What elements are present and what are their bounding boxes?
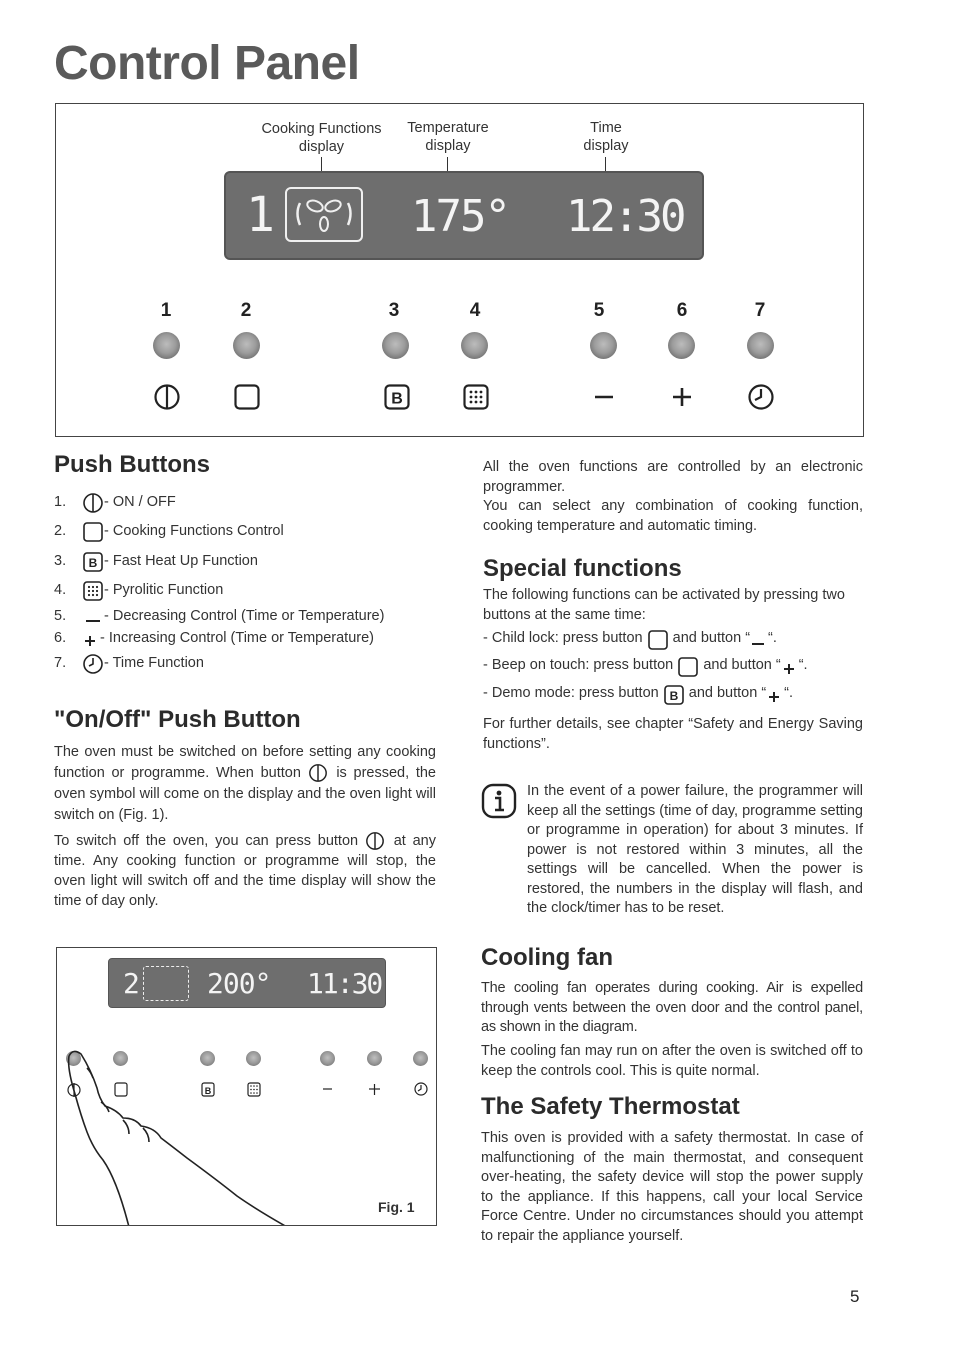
list-item: [54, 551, 258, 571]
list-text: - ON / OFF: [104, 494, 176, 510]
special-text: and button “: [688, 685, 767, 702]
special-text: and button “: [672, 630, 751, 647]
button-number: 3: [388, 300, 400, 321]
special-further: For further details, see chapter “Safety and Energy Saving functions”.: [483, 716, 863, 752]
b-icon: [382, 382, 412, 412]
function-number-readout: 2: [123, 967, 140, 1000]
list-number: 7.: [54, 655, 67, 671]
on-off-paragraph-1: [54, 742, 436, 826]
child-lock-line: [483, 629, 863, 649]
increase-button[interactable]: [668, 332, 695, 359]
temperature-display-label: Temperature display: [407, 120, 489, 154]
list-text: - Fast Heat Up Function: [104, 553, 258, 569]
special-intro: The following functions can be activated by pressing two buttons at the same time:: [483, 587, 845, 623]
list-text: - Pyrolitic Function: [104, 582, 224, 598]
plus-icon: [82, 628, 98, 648]
b-icon: [82, 551, 102, 571]
list-item: [54, 653, 204, 673]
on-off-text: To switch off the oven, you can press button: [54, 833, 359, 849]
grid-icon: [461, 382, 491, 412]
special-text: - Child lock: press button: [483, 630, 643, 647]
list-item: [54, 628, 374, 648]
cooking-functions-button[interactable]: [233, 332, 260, 359]
page-title: Control Panel: [54, 37, 360, 90]
cooling-paragraph-2: The cooling fan may run on after the oven is switched off to keep the controls cool. This is quite normal.: [481, 1043, 863, 1079]
plus-icon: [667, 382, 697, 412]
on-off-text: The oven must be switched on before setting any cooking function or programme. When button: [54, 744, 436, 781]
on-off-text: is pressed, the oven symbol will come on the display and the oven light will switch on (Fig. 1).: [54, 765, 436, 823]
button-number: 4: [469, 300, 481, 321]
list-item: [54, 580, 223, 600]
temperature-readout: 175°: [411, 191, 509, 242]
list-text: - Time Function: [104, 655, 204, 671]
info-icon: [481, 783, 517, 819]
special-text: - Demo mode: press button: [483, 685, 659, 702]
button-number: 7: [754, 300, 766, 321]
temperature-readout: 200°: [207, 967, 271, 1000]
svg-text:B: B: [391, 390, 403, 408]
svg-text:B: B: [88, 556, 98, 570]
thermostat-paragraph: This oven is provided with a safety thermostat. In case of malfunctioning of the main thermostat, and consequent over-heating, the safety device will stop the power supply to the appliance. If this happens, call your local Service Force Centre. Under no circumstances should you attempt to repair the appliance yourself.: [481, 1130, 863, 1244]
control-panel-diagram: [55, 103, 864, 437]
special-text: and button “: [703, 657, 781, 674]
figure-1: [56, 947, 437, 1226]
on-off-paragraph-2: [54, 831, 436, 911]
list-number: 2.: [54, 523, 67, 539]
time-display-label: Time display: [583, 120, 629, 154]
clock-icon: [746, 382, 776, 412]
button-number: 6: [676, 300, 688, 321]
power-icon: [152, 382, 182, 412]
list-text: - Cooking Functions Control: [104, 523, 284, 539]
hand-illustration: [69, 1051, 287, 1226]
safety-thermostat-heading: The Safety Thermostat: [481, 1093, 740, 1120]
minus-icon: [589, 382, 619, 412]
button-number: 5: [593, 300, 605, 321]
on-off-button[interactable]: [153, 332, 180, 359]
on-off-text: at any time. Any cooking function or programme will stop, the oven light will switch off and the time display will show the time of day only.: [54, 833, 436, 910]
list-text: - Increasing Control (Time or Temperature): [100, 630, 374, 646]
svg-text:B: B: [204, 1086, 212, 1096]
power-icon: [82, 492, 102, 512]
list-item: [54, 521, 284, 541]
special-text: “.: [768, 630, 777, 647]
power-icon: [308, 763, 328, 783]
beep-line: [483, 656, 863, 676]
plus-icon: [766, 684, 782, 704]
minus-icon: [82, 606, 102, 626]
demo-line: [483, 684, 863, 704]
svg-text:B: B: [669, 689, 679, 703]
pyrolitic-button[interactable]: [461, 332, 488, 359]
special-text: “.: [798, 657, 808, 674]
special-text: “.: [784, 685, 794, 702]
square-icon: [82, 521, 102, 541]
grid-icon: [82, 580, 102, 600]
list-number: 5.: [54, 608, 67, 624]
button-number: 1: [160, 300, 172, 321]
time-readout: 12:30: [566, 191, 684, 242]
square-icon: [232, 382, 262, 412]
special-text: - Beep on touch: press button: [483, 657, 674, 674]
cooking-functions-display-label: Cooking Functions display: [261, 121, 382, 155]
fan-icon: [287, 189, 361, 240]
b-icon: [663, 684, 683, 704]
function-number-readout: 1: [246, 187, 275, 243]
fast-heat-up-button[interactable]: [382, 332, 409, 359]
cooking-function-symbol: [285, 187, 363, 242]
list-text: - Decreasing Control (Time or Temperature): [104, 608, 385, 624]
push-buttons-heading: Push Buttons: [54, 451, 210, 478]
list-number: 6.: [54, 630, 67, 646]
cooling-paragraph-1: The cooling fan operates during cooking. Air is expelled through vents between the oven door and the control panel, as shown in the diagram.: [481, 980, 863, 1035]
minus-icon: [750, 629, 766, 649]
on-off-heading: "On/Off" Push Button: [54, 706, 301, 733]
decrease-button[interactable]: [590, 332, 617, 359]
power-icon: [365, 831, 385, 851]
page-number: 5: [850, 1287, 860, 1306]
time-readout: 11:30: [307, 967, 382, 1000]
clock-icon: [82, 653, 102, 673]
special-functions-heading: Special functions: [483, 555, 682, 582]
cooling-fan-heading: Cooling fan: [481, 944, 613, 971]
list-item: [54, 492, 176, 512]
plus-icon: [781, 656, 797, 676]
lcd-display: [224, 171, 704, 260]
square-icon: [677, 656, 697, 676]
list-number: 4.: [54, 582, 67, 598]
list-number: 1.: [54, 494, 67, 510]
power-failure-note: In the event of a power failure, the programmer will keep all the settings (time of day, programme setting or programme in operation) for about 3 minutes. If power is not restored within 3 minutes, all the settings will be cancelled. When the power is restored, the numbers in the display will flash, and the clock/timer has to be reset.: [527, 783, 863, 916]
button-number: 2: [240, 300, 252, 321]
list-number: 3.: [54, 553, 67, 569]
intro-paragraph: All the oven functions are controlled by an electronic programmer. You can select any combination of cooking function, cooking temperature and automatic timing.: [483, 459, 863, 534]
time-function-button[interactable]: [747, 332, 774, 359]
square-icon: [647, 629, 667, 649]
figure-symbols: [57, 948, 437, 1226]
figure-caption: Fig. 1: [378, 1199, 415, 1215]
list-item: [54, 606, 384, 626]
